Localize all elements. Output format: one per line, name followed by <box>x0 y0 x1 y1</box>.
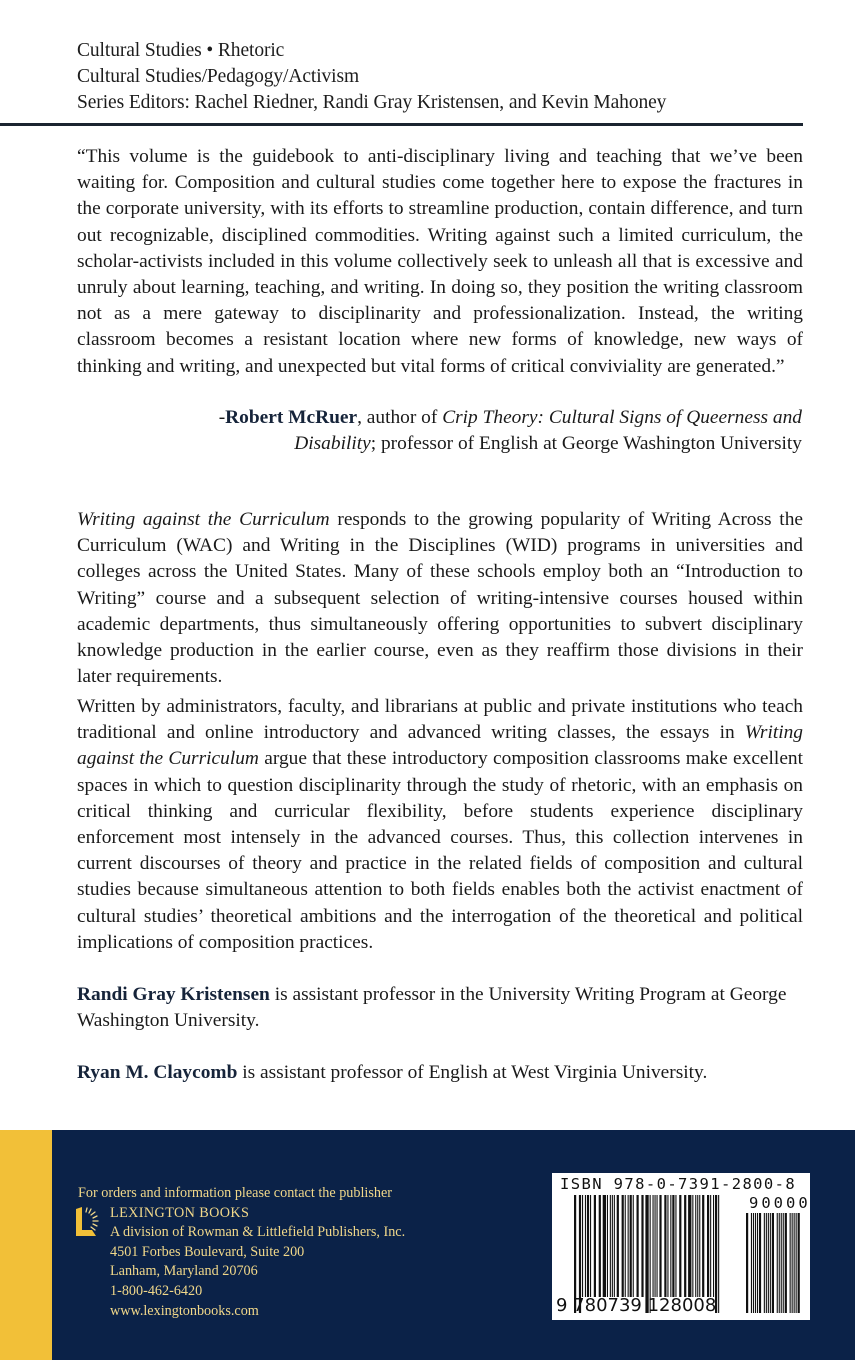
barcode-bar <box>718 1195 719 1313</box>
book-title: Writing against the Curriculum <box>77 722 803 770</box>
barcode-bar <box>617 1195 619 1297</box>
publisher-name: LEXINGTON BOOKS <box>110 1204 250 1221</box>
barcode-bar <box>768 1213 769 1313</box>
description-paragraph-1 <box>77 507 803 690</box>
endorser-book-title: Crip Theory: Cultural Signs of Queerness and Disability <box>294 407 802 455</box>
isbn-label: ISBN 978-0-7391-2800-8 <box>560 1175 797 1193</box>
barcode-bar <box>590 1195 591 1297</box>
author-of-text: , author of <box>357 407 443 428</box>
barcode-bar <box>751 1213 752 1313</box>
barcode-bar <box>667 1195 668 1297</box>
barcode-bar <box>587 1195 589 1297</box>
barcode-bar <box>614 1195 615 1297</box>
barcode-bar <box>710 1195 711 1297</box>
barcode-bar <box>699 1195 700 1297</box>
barcode-bar <box>781 1213 782 1313</box>
endorser-affiliation: ; professor of English at George Washington University <box>370 433 802 455</box>
editor-bio <box>77 1060 803 1086</box>
barcode-bar <box>796 1213 797 1313</box>
barcode-bar <box>655 1195 656 1297</box>
barcode-bar <box>610 1195 611 1297</box>
price-addon-code: 90000 <box>749 1194 811 1212</box>
editor-bio <box>77 982 803 1034</box>
barcode-bar <box>779 1213 780 1313</box>
ean-digits: 9 780739 128008 <box>556 1295 717 1316</box>
barcode-bar <box>675 1195 676 1297</box>
barcode-bar <box>790 1213 791 1313</box>
editor-name: Randi Gray Kristensen <box>77 984 270 1005</box>
barcode-bar <box>664 1195 666 1297</box>
barcode-bar <box>594 1195 596 1297</box>
description-text-2a: Written by administrators, faculty, and librarians at public and private institutions who teach traditional and online introductory and advanced writing classes, the essays in <box>77 696 803 744</box>
endorsement-quote: “This volume is the guidebook to anti-disciplinary living and teaching that we’ve been waiting for. Composition and cultural studies come together here to expose the fractures in the corporate university, with its efforts to streamline production, contain difference, and turn out recognizable, disciplined commodities. Writing against such a limited curriculum, the scholar-activists included in this volume collectively seek to unleash all that is excessive and unruly about learning, teaching, and writing. In doing so, they position the writing classroom not as a mere gateway to disciplinarity and professionalization. Instead, the writing classroom becomes a resistant location where new forms of knowledge, new ways of thinking and writing, and unexpected but vital forms of critical conviviality are generated.” <box>77 146 803 377</box>
publisher-division: A division of Rowman & Littlefield Publishers, Inc. <box>110 1224 406 1241</box>
publisher-phone: 1-800-462-6420 <box>110 1282 203 1299</box>
editor-bio-text: is assistant professor in the University Writing Program at George Washington University. <box>77 984 787 1032</box>
publisher-website[interactable]: www.lexingtonbooks.com <box>110 1302 259 1319</box>
barcode-bar <box>582 1195 583 1297</box>
barcode-bar <box>585 1195 586 1297</box>
publisher-contact <box>78 1184 405 1321</box>
barcode-bar <box>659 1195 661 1297</box>
barcode-bar <box>607 1195 608 1297</box>
barcode-bar <box>628 1195 629 1297</box>
barcode-bar <box>637 1195 639 1297</box>
barcode-bar <box>612 1195 613 1297</box>
series-subject-line: Cultural Studies/Pedagogy/Activism <box>77 66 360 87</box>
barcode-bar <box>753 1213 754 1313</box>
barcode-bar <box>770 1213 771 1313</box>
barcode-bar <box>603 1195 606 1297</box>
barcode-bar <box>798 1213 800 1313</box>
barcode-bar <box>713 1195 714 1297</box>
barcode-bar <box>672 1195 674 1297</box>
publisher-address-street: 4501 Forbes Boulevard, Suite 200 <box>110 1243 305 1260</box>
description-text-1: responds to the growing popularity of Writing Across the Curriculum (WAC) and Writing in the Disciplines (WID) programs in universities and colleges across the United States. Many of these schools employ both an “Introduction to Writing” course and a subsequent selection of writing-intensive courses housed within academic departments, thus simultaneously offering opportunities to subvert disciplinary knowledge production in the earlier course, even as they reaffirm those divisions in their later requirements. <box>77 509 803 688</box>
description-paragraph-2 <box>77 694 803 956</box>
publisher-contact-intro: For orders and information please contact the publisher <box>78 1185 393 1201</box>
yellow-spine-stripe <box>0 1130 52 1360</box>
description-text-2b: argue that these introductory composition classrooms make excellent spaces in which to question disciplinarity through the study of rhetoric, with an emphasis on critical thinking and curricular flexibility, before students experience disciplinary enforcement most intensely in the advanced courses. Thus, this collection intervenes in current discourses of theory and practice in the related fields of composition and cultural studies because simultaneous attention to both fields enables both the activist enactment of cultural studies’ theoretical ambitions and the interrogation of the theoretical and political implications of composition practices. <box>77 748 804 953</box>
barcode-bar <box>625 1195 626 1297</box>
series-editors-line: Series Editors: Rachel Riedner, Randi Gray Kristensen, and Kevin Mahoney <box>77 92 667 113</box>
barcode-bar <box>757 1213 758 1313</box>
barcode-bar <box>707 1195 709 1297</box>
barcode-bar <box>653 1195 654 1297</box>
barcode-bar <box>657 1195 658 1297</box>
barcode-bar <box>746 1213 748 1313</box>
barcode-bar <box>692 1195 693 1297</box>
barcode-bar <box>641 1195 643 1297</box>
isbn-barcode <box>552 1173 810 1320</box>
barcode-bar <box>630 1195 632 1297</box>
barcode-bar <box>697 1195 698 1297</box>
barcode-bar <box>599 1195 601 1297</box>
barcode-bar <box>695 1195 696 1297</box>
barcode-bar <box>688 1195 691 1297</box>
barcode-bar <box>755 1213 756 1313</box>
barcode-bar <box>764 1213 765 1313</box>
publisher-address-city: Lanham, Maryland 20706 <box>110 1263 258 1280</box>
barcode-bar <box>633 1195 634 1297</box>
series-info <box>77 38 817 116</box>
barcode-bar <box>777 1213 778 1313</box>
series-category-line: Cultural Studies • Rhetoric <box>77 40 285 61</box>
barcode-bar <box>679 1195 681 1297</box>
endorsement-attribution <box>170 405 802 457</box>
book-title: Writing against the Curriculum <box>77 509 330 530</box>
barcode-bar <box>792 1213 793 1313</box>
barcode-bar <box>670 1195 671 1297</box>
barcode-bar <box>794 1213 795 1313</box>
barcode-bar <box>783 1213 784 1313</box>
barcode-bar <box>702 1195 704 1297</box>
barcode-bar <box>622 1195 624 1297</box>
endorser-name: Robert McRuer <box>225 407 358 428</box>
barcode-bar <box>766 1213 767 1313</box>
barcode-bar <box>772 1213 774 1313</box>
header-divider <box>0 123 803 126</box>
editor-name: Ryan M. Claycomb <box>77 1062 238 1083</box>
barcode-bar <box>785 1213 787 1313</box>
barcode-bar <box>684 1195 686 1297</box>
barcode-bar <box>759 1213 761 1313</box>
attribution-dash: - <box>218 407 226 428</box>
editor-bio-text: is assistant professor of English at West Virginia University. <box>237 1062 708 1083</box>
